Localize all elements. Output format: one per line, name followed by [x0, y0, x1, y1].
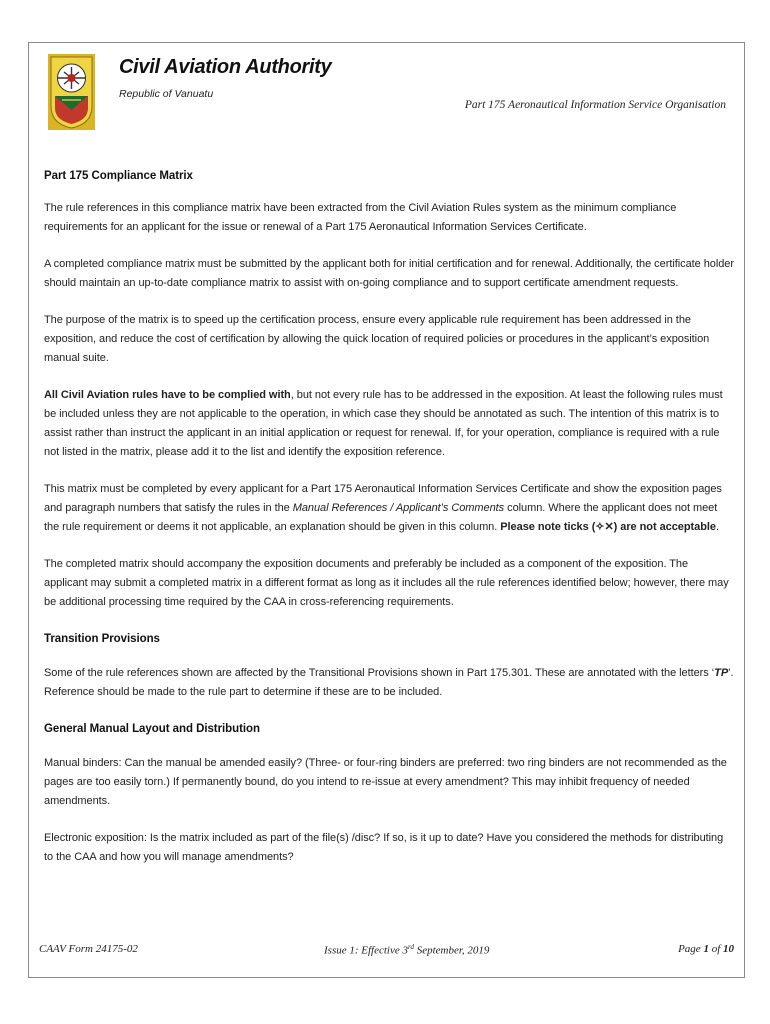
- part-title: Part 175 Aeronautical Information Service Organisation: [464, 99, 726, 111]
- section-heading-transition: Transition Provisions: [44, 633, 160, 645]
- paragraph-1: The rule references in this compliance matrix have been extracted from the Civil Aviation Rules system as the minimum compliance requirements for an applicant for the issue or renewal of a Part 175 Aeronautical Information Services Certificate.: [44, 202, 677, 233]
- paragraph-5-end: .: [715, 521, 719, 533]
- paragraph-2: A completed compliance matrix must be submitted by the applicant both for initial certification and for renewal. Additionally, the certificate holder should maintain an up-to-date compliance matrix to assist with on-going compliance and to support certificate amendment requests.: [44, 258, 734, 289]
- paragraph-3: The purpose of the matrix is to speed up the certification process, ensure every applicable rule requirement has been addressed in the exposition, and reduce the cost of certification by allowing the quick location of required policies or procedures in the applicant’s exposition manual suite.: [44, 314, 710, 364]
- paragraph-9: Electronic exposition: Is the matrix included as part of the file(s) /disc? If so, is it up to date? Have you considered the methods for distributing to the CAA and how you will manage amendments?: [44, 832, 724, 863]
- section-heading-compliance-matrix: Part 175 Compliance Matrix: [44, 170, 193, 182]
- issue-text-a: Issue 1: Effective 3: [324, 944, 408, 957]
- section-heading-manual-layout: General Manual Layout and Distribution: [44, 723, 260, 735]
- page-footer: [39, 943, 734, 963]
- issue-ordinal: rd: [408, 943, 414, 951]
- paragraph-5-bold: Please note ticks (✧✕) are not acceptable: [500, 521, 716, 533]
- page-total: 10: [723, 943, 734, 955]
- document-page: [28, 42, 745, 978]
- document-body: [44, 167, 734, 885]
- paragraph-7-text-a: Some of the rule references shown are affected by the Transitional Provisions shown in Part 175.301. These are annotated with the letters ‘: [44, 667, 715, 679]
- paragraph-6: The completed matrix should accompany the exposition documents and preferably be included as a component of the exposition. The applicant may submit a completed matrix in a different format as long as it includes all the rule references identified below; however, there may be additional processing time required by the CAA in cross-referencing requirements.: [44, 558, 729, 608]
- paragraph-4-text: , but not every rule has to be addressed in the exposition. At least the following rules must be included unless they are not applicable to the operation, in which case they should be annotated as such. The intention of this matrix is to assist rather than instruct the applicant in an initial application or request for renewal. If, for your operation, compliance is required with a rule not listed in the matrix, please add it to the list and identify the exposition reference.: [44, 389, 723, 458]
- page-current: 1: [703, 943, 709, 955]
- paragraph-5-text-b: column. Where the applicant does not meet the rule requirement or deems it not applicable, an explanation should be given in this column.: [44, 502, 718, 533]
- paragraph-5-text-a: This matrix must be completed by every applicant for a Part 175 Aeronautical Information Services Certificate and show the exposition pages and paragraph numbers that satisfy the rules in the: [44, 483, 722, 514]
- paragraph-5: [44, 480, 734, 537]
- org-title: Civil Aviation Authority: [119, 56, 332, 78]
- paragraph-4: [44, 386, 734, 462]
- issue-text-b: September, 2019: [413, 944, 490, 957]
- issue-date: [324, 943, 489, 957]
- page-of: of: [708, 943, 723, 955]
- paragraph-4-bold: All Civil Aviation rules have to be complied with: [44, 389, 291, 401]
- paragraph-7: [44, 664, 734, 702]
- page-number: [678, 943, 734, 955]
- page-prefix: Page: [678, 943, 704, 955]
- paragraph-7-bold: TP: [714, 667, 729, 679]
- paragraph-5-italic: Manual References / Applicant’s Comments: [292, 502, 505, 514]
- paragraph-8: Manual binders: Can the manual be amended easily? (Three- or four-ring binders are preferred: two ring binders are not recommended as the pages are too easily torn.) If permanently bound, do you intend to re-issue at every amendment? This may inhibit frequency of needed amendments.: [44, 757, 727, 807]
- paragraph-7-text-b: ’. Reference should be made to the rule part to determine if these are to be included.: [44, 667, 734, 698]
- org-subtitle: Republic of Vanuatu: [119, 88, 214, 100]
- vanuatu-caa-emblem-icon: [48, 54, 95, 130]
- form-number: CAAV Form 24175-02: [39, 943, 138, 955]
